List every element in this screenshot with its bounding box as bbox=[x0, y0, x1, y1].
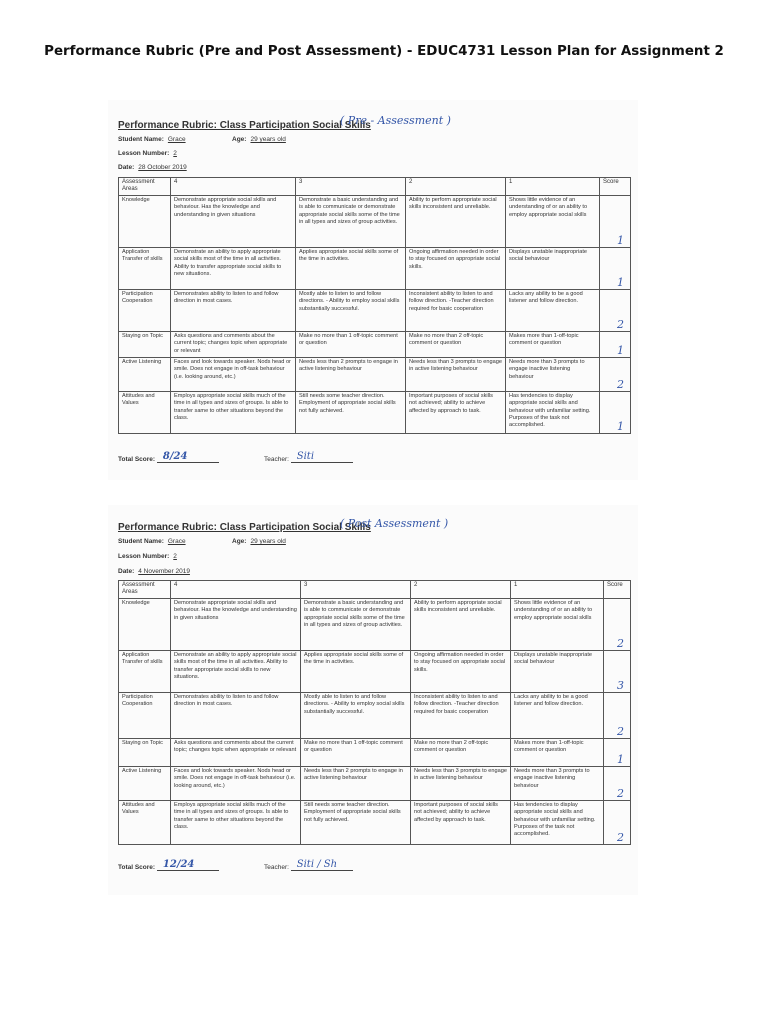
level-3-cell: Mostly able to listen to and follow directions. - Ability to employ social skills substantially successful. bbox=[301, 692, 411, 738]
level-1-cell: Has tendencies to display appropriate social skills and behaviour with unfamiliar setting. Purposes of the task not accomplished. bbox=[506, 391, 600, 433]
area-cell: Active Listening bbox=[119, 357, 171, 391]
level-2-cell: Ability to perform appropriate social skills inconsistent and unreliable. bbox=[406, 195, 506, 247]
level-4-cell: Demonstrate appropriate social skills and behaviour. Has the knowledge and understanding in given situations bbox=[171, 598, 301, 650]
rubric-table bbox=[118, 580, 631, 845]
teacher-row bbox=[264, 860, 353, 871]
column-header: 2 bbox=[411, 581, 511, 599]
level-3-cell: Demonstrate a basic understanding and is able to communicate or demonstrate appropriate social skills some of the time in all types and sizes of group activities. bbox=[301, 598, 411, 650]
level-1-cell: Displays unstable inappropriate social behaviour bbox=[511, 650, 604, 692]
score-cell bbox=[604, 800, 631, 844]
total-score-value: 8/24 bbox=[162, 451, 188, 462]
level-3-cell: Needs less than 2 prompts to engage in active listening behaviour bbox=[301, 766, 411, 800]
table-row bbox=[119, 357, 631, 391]
level-3-cell: Make no more than 1 off-topic comment or question bbox=[301, 738, 411, 766]
score-cell bbox=[604, 738, 631, 766]
score-value: 2 bbox=[617, 318, 624, 332]
table-header-row bbox=[119, 581, 631, 599]
level-2-cell: Needs less than 3 prompts to engage in active listening behaviour bbox=[406, 357, 506, 391]
score-cell bbox=[600, 195, 631, 247]
column-header: 1 bbox=[511, 581, 604, 599]
level-2-cell: Make no more than 2 off-topic comment or question bbox=[406, 331, 506, 357]
date-value: 28 October 2019 bbox=[138, 164, 187, 171]
area-cell: Application Transfer of skills bbox=[119, 247, 171, 289]
lesson-number-value: 2 bbox=[173, 150, 177, 157]
score-value: 2 bbox=[617, 378, 624, 392]
lesson-number-label: Lesson Number: bbox=[118, 553, 170, 560]
score-value: 1 bbox=[617, 276, 624, 290]
level-3-cell: Applies appropriate social skills some of the time in activities. bbox=[296, 247, 406, 289]
age-value: 29 years old bbox=[250, 136, 286, 143]
score-value: 1 bbox=[617, 234, 624, 248]
assessment-tag: ( Post Assessment ) bbox=[340, 517, 449, 530]
table-row bbox=[119, 391, 631, 433]
level-2-cell: Ability to perform appropriate social skills inconsistent and unreliable. bbox=[411, 598, 511, 650]
date-row bbox=[118, 164, 187, 171]
score-cell bbox=[600, 247, 631, 289]
column-header: 2 bbox=[406, 178, 506, 196]
page-title: Performance Rubric (Pre and Post Assessment) - EDUC4731 Lesson Plan for Assignment 2 bbox=[44, 44, 724, 59]
score-cell bbox=[604, 766, 631, 800]
score-value: 2 bbox=[617, 787, 624, 801]
level-2-cell: Needs less than 3 prompts to engage in active listening behaviour bbox=[411, 766, 511, 800]
area-cell: Application Transfer of skills bbox=[119, 650, 171, 692]
level-2-cell: Ongoing affirmation needed in order to stay focused on appropriate social skills. bbox=[406, 247, 506, 289]
total-score-row bbox=[118, 860, 219, 871]
age-value: 29 years old bbox=[250, 538, 286, 545]
lesson-number-label: Lesson Number: bbox=[118, 150, 170, 157]
level-1-cell: Shows little evidence of an understanding of or an ability to employ appropriate social skills bbox=[511, 598, 604, 650]
score-cell bbox=[600, 289, 631, 331]
table-header-row bbox=[119, 178, 631, 196]
table-row bbox=[119, 247, 631, 289]
column-header: 4 bbox=[171, 581, 301, 599]
column-header: 4 bbox=[171, 178, 296, 196]
score-value: 3 bbox=[617, 679, 624, 693]
lesson-number-row bbox=[118, 553, 177, 560]
table-row bbox=[119, 195, 631, 247]
level-4-cell: Demonstrates ability to listen to and follow direction in most cases. bbox=[171, 289, 296, 331]
level-4-cell: Demonstrate an ability to apply appropriate social skills most of the time in all activities. Ability to transfer appropriate social skills to new situations. bbox=[171, 247, 296, 289]
post-assessment-rubric bbox=[108, 505, 638, 895]
table-row bbox=[119, 650, 631, 692]
teacher-row bbox=[264, 452, 353, 463]
area-cell: Attitudes and Values bbox=[119, 800, 171, 844]
area-cell: Participation Cooperation bbox=[119, 692, 171, 738]
student-name-value: Grace bbox=[167, 136, 186, 143]
score-cell bbox=[600, 331, 631, 357]
level-4-cell: Employs appropriate social skills much of the time in all types and sizes of groups. Is able to transfer same to other situations beyond the class. bbox=[171, 391, 296, 433]
level-2-cell: Important purposes of social skills not achieved; ability to achieve affected by approach to task. bbox=[411, 800, 511, 844]
score-cell bbox=[600, 357, 631, 391]
area-cell: Staying on Topic bbox=[119, 331, 171, 357]
column-header: 1 bbox=[506, 178, 600, 196]
score-cell bbox=[600, 391, 631, 433]
student-name-value: Grace bbox=[167, 538, 186, 545]
level-1-cell: Shows little evidence of an understanding of or an ability to employ appropriate social skills bbox=[506, 195, 600, 247]
teacher-label: Teacher: bbox=[264, 456, 289, 463]
teacher-signature: Siti bbox=[296, 451, 315, 462]
level-4-cell: Demonstrates ability to listen to and follow direction in most cases. bbox=[171, 692, 301, 738]
level-2-cell: Inconsistent ability to listen to and follow direction. -Teacher direction required for basic cooperation bbox=[406, 289, 506, 331]
assessment-tag: ( Pre - Assessment ) bbox=[340, 114, 451, 127]
level-3-cell: Mostly able to listen to and follow directions. - Ability to employ social skills substantially successful. bbox=[296, 289, 406, 331]
score-value: 2 bbox=[617, 637, 624, 651]
level-2-cell: Inconsistent ability to listen to and follow direction. -Teacher direction required for basic cooperation bbox=[411, 692, 511, 738]
column-header: 3 bbox=[296, 178, 406, 196]
level-1-cell: Makes more than 1-off-topic comment or question bbox=[506, 331, 600, 357]
score-cell bbox=[604, 692, 631, 738]
area-cell: Staying on Topic bbox=[119, 738, 171, 766]
level-4-cell: Demonstrate an ability to apply appropriate social skills most of the time in all activities. Ability to transfer appropriate social skills to new situations. bbox=[171, 650, 301, 692]
score-cell bbox=[604, 598, 631, 650]
level-4-cell: Employs appropriate social skills much of the time in all types and sizes of groups. Is able to transfer same to other situations beyond the class. bbox=[171, 800, 301, 844]
column-header: 3 bbox=[301, 581, 411, 599]
table-row bbox=[119, 738, 631, 766]
total-score-value: 12/24 bbox=[162, 859, 195, 870]
lesson-number-row bbox=[118, 150, 177, 157]
level-1-cell: Displays unstable inappropriate social behaviour bbox=[506, 247, 600, 289]
level-1-cell: Has tendencies to display appropriate social skills and behaviour with unfamiliar setting. Purposes of the task not accomplished. bbox=[511, 800, 604, 844]
total-score-label: Total Score: bbox=[118, 456, 156, 463]
student-name-label: Student Name: bbox=[118, 538, 164, 545]
level-1-cell: Needs more than 3 prompts to engage inactive listening behaviour bbox=[506, 357, 600, 391]
level-4-cell: Asks questions and comments about the current topic; changes topic when appropriate or relevant bbox=[171, 738, 301, 766]
pre-assessment-rubric bbox=[108, 100, 638, 480]
score-value: 1 bbox=[617, 344, 624, 358]
score-value: 2 bbox=[617, 725, 624, 739]
student-name-row bbox=[118, 136, 286, 143]
student-name-row bbox=[118, 538, 286, 545]
score-value: 1 bbox=[617, 753, 624, 767]
date-label: Date: bbox=[118, 164, 135, 171]
table-row bbox=[119, 800, 631, 844]
teacher-label: Teacher: bbox=[264, 864, 289, 871]
area-cell: Active Listening bbox=[119, 766, 171, 800]
level-1-cell: Lacks any ability to be a good listener and follow direction. bbox=[511, 692, 604, 738]
teacher-signature: Siti / Sh bbox=[296, 859, 338, 870]
level-2-cell: Ongoing affirmation needed in order to stay focused on appropriate social skills. bbox=[411, 650, 511, 692]
table-row bbox=[119, 331, 631, 357]
age-label: Age: bbox=[232, 136, 247, 143]
table-row bbox=[119, 289, 631, 331]
area-cell: Knowledge bbox=[119, 195, 171, 247]
score-cell bbox=[604, 650, 631, 692]
table-row bbox=[119, 598, 631, 650]
level-4-cell: Demonstrate appropriate social skills and behaviour. Has the knowledge and understanding in given situations bbox=[171, 195, 296, 247]
level-4-cell: Faces and look towards speaker. Nods head or smile. Does not engage in off-task behaviour (i.e. looking around, etc.) bbox=[171, 766, 301, 800]
level-4-cell: Asks questions and comments about the current topic; changes topic when appropriate or relevant bbox=[171, 331, 296, 357]
level-3-cell: Applies appropriate social skills some of the time in activities. bbox=[301, 650, 411, 692]
date-label: Date: bbox=[118, 568, 135, 575]
column-header: Score bbox=[604, 581, 631, 599]
column-header: Score bbox=[600, 178, 631, 196]
column-header: Assessment Areas bbox=[119, 178, 171, 196]
score-value: 1 bbox=[617, 420, 624, 434]
level-3-cell: Still needs some teacher direction. Employment of appropriate social skills not fully achieved. bbox=[301, 800, 411, 844]
rubric-table bbox=[118, 177, 631, 434]
level-2-cell: Make no more than 2 off-topic comment or question bbox=[411, 738, 511, 766]
level-2-cell: Important purposes of social skills not achieved; ability to achieve affected by approach to task. bbox=[406, 391, 506, 433]
age-label: Age: bbox=[232, 538, 247, 545]
level-1-cell: Needs more than 3 prompts to engage inactive listening behaviour bbox=[511, 766, 604, 800]
level-1-cell: Makes more than 1-off-topic comment or question bbox=[511, 738, 604, 766]
date-value: 4 November 2019 bbox=[138, 568, 190, 575]
student-name-label: Student Name: bbox=[118, 136, 164, 143]
level-4-cell: Faces and look towards speaker. Nods head or smile. Does not engage in off-task behaviour (i.e. looking around, etc.) bbox=[171, 357, 296, 391]
level-3-cell: Still needs some teacher direction. Employment of appropriate social skills not fully achieved. bbox=[296, 391, 406, 433]
level-1-cell: Lacks any ability to be a good listener and follow direction. bbox=[506, 289, 600, 331]
area-cell: Knowledge bbox=[119, 598, 171, 650]
lesson-number-value: 2 bbox=[173, 553, 177, 560]
score-value: 2 bbox=[617, 831, 624, 845]
level-3-cell: Make no more than 1 off-topic comment or question bbox=[296, 331, 406, 357]
date-row bbox=[118, 568, 190, 575]
total-score-row bbox=[118, 452, 219, 463]
area-cell: Participation Cooperation bbox=[119, 289, 171, 331]
table-row bbox=[119, 766, 631, 800]
level-3-cell: Demonstrate a basic understanding and is able to communicate or demonstrate appropriate social skills some of the time in all types and sizes of group activities. bbox=[296, 195, 406, 247]
rubric-title: Performance Rubric: Class Participation Social Skills bbox=[118, 522, 371, 533]
rubric-title: Performance Rubric: Class Participation Social Skills bbox=[118, 120, 371, 131]
area-cell: Attitudes and Values bbox=[119, 391, 171, 433]
level-3-cell: Needs less than 2 prompts to engage in active listening behaviour bbox=[296, 357, 406, 391]
column-header: Assessment Areas bbox=[119, 581, 171, 599]
total-score-label: Total Score: bbox=[118, 864, 156, 871]
table-row bbox=[119, 692, 631, 738]
